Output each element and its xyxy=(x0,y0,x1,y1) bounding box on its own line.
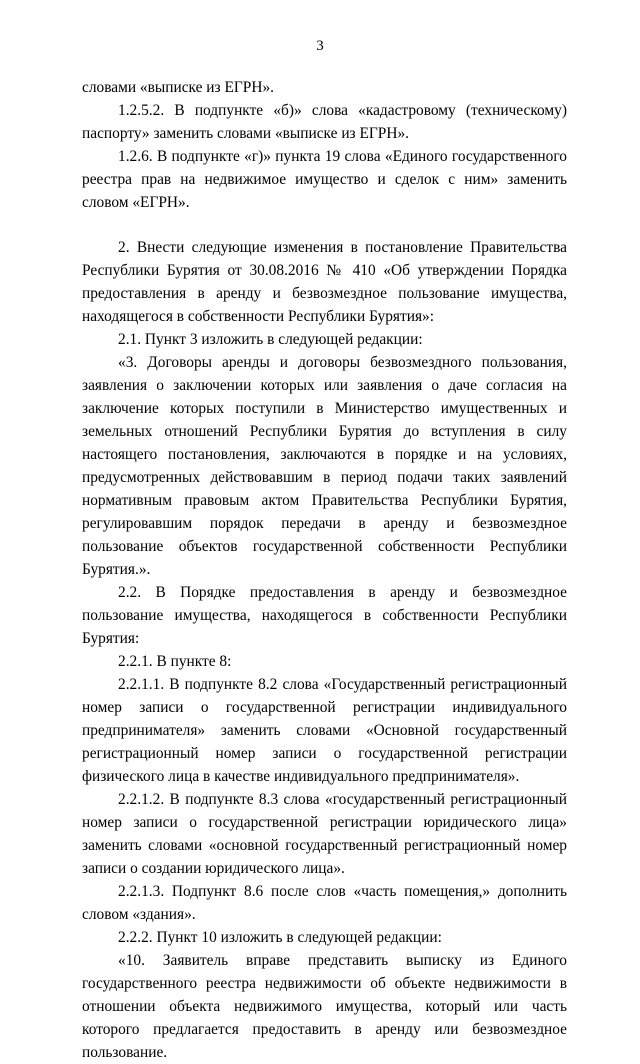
paragraph: 2.2. В Порядке предоставления в аренду и безвозмездное пользование имущества, находящегося в собственности Республики Бурятия: xyxy=(82,584,567,647)
paragraph: «10. Заявитель вправе представить выписку из Единого государственного реестра недвижимости об объекте недвижимости в отношении объекта недвижимого имущества, который или часть которого предлагается предоставить в аренду или безвозмездное пользование. xyxy=(82,952,567,1061)
paragraph: 2.2.2. Пункт 10 изложить в следующей редакции: xyxy=(118,929,442,946)
paragraph: словами «выписке из ЕГРН». xyxy=(82,79,274,96)
paragraph: «3. Договоры аренды и договоры безвозмездного пользования, заявления о заключении которых или заявления о даче согласия на заключение которых поступили в Министерство имущественных и земельных отношений Республики Бурятия до вступления в силу настоящего постановления, заключаются в порядке и на условиях, предусмотренных действовавшим в период подачи таких заявлений нормативным правовым актом Правительства Республики Бурятия, регулировавшим порядок передачи в аренду и безвозмездное пользование объектов государственной собственности Республики Бурятия.». xyxy=(82,354,567,578)
page-number: 3 xyxy=(316,38,324,54)
paragraph: 2.2.1.2. В подпункте 8.3 слова «государственный регистрационный номер записи о государственной регистрации юридического лица» заменить словами «основной государственный регистрационный номер записи о создании юридического лица». xyxy=(82,791,567,877)
paragraph: 1.2.6. В подпункте «г)» пункта 19 слова «Единого государственного реестра прав на недвижимое имущество и сделок с ним» заменить словом «ЕГРН». xyxy=(82,148,567,211)
paragraph: 2.2.1.1. В подпункте 8.2 слова «Государственный регистрационный номер записи о государственной регистрации индивидуального предпринимателя» заменить словами «Основной государственный регистрационный номер записи о государственной регистрации физического лица в качестве индивидуального предпринимателя». xyxy=(82,676,567,785)
paragraph: 2.2.1.3. Подпункт 8.6 после слов «часть помещения,» дополнить словом «здания». xyxy=(82,883,567,923)
document-body xyxy=(82,76,567,1064)
section-gap xyxy=(82,214,567,236)
paragraph: 2.2.1. В пункте 8: xyxy=(118,653,232,670)
paragraph: 1.2.5.2. В подпункте «б)» слова «кадастровому (техническому) паспорту» заменить словами «выписке из ЕГРН». xyxy=(82,102,567,142)
paragraph: 2.1. Пункт 3 изложить в следующей редакции: xyxy=(118,331,423,348)
paragraph: 2. Внести следующие изменения в постановление Правительства Республики Бурятия от 30.08.2016 № 410 «Об утверждении Порядка предоставления в аренду и безвозмездное пользование имущества, находящегося в собственности Республики Бурятия»: xyxy=(82,239,567,325)
